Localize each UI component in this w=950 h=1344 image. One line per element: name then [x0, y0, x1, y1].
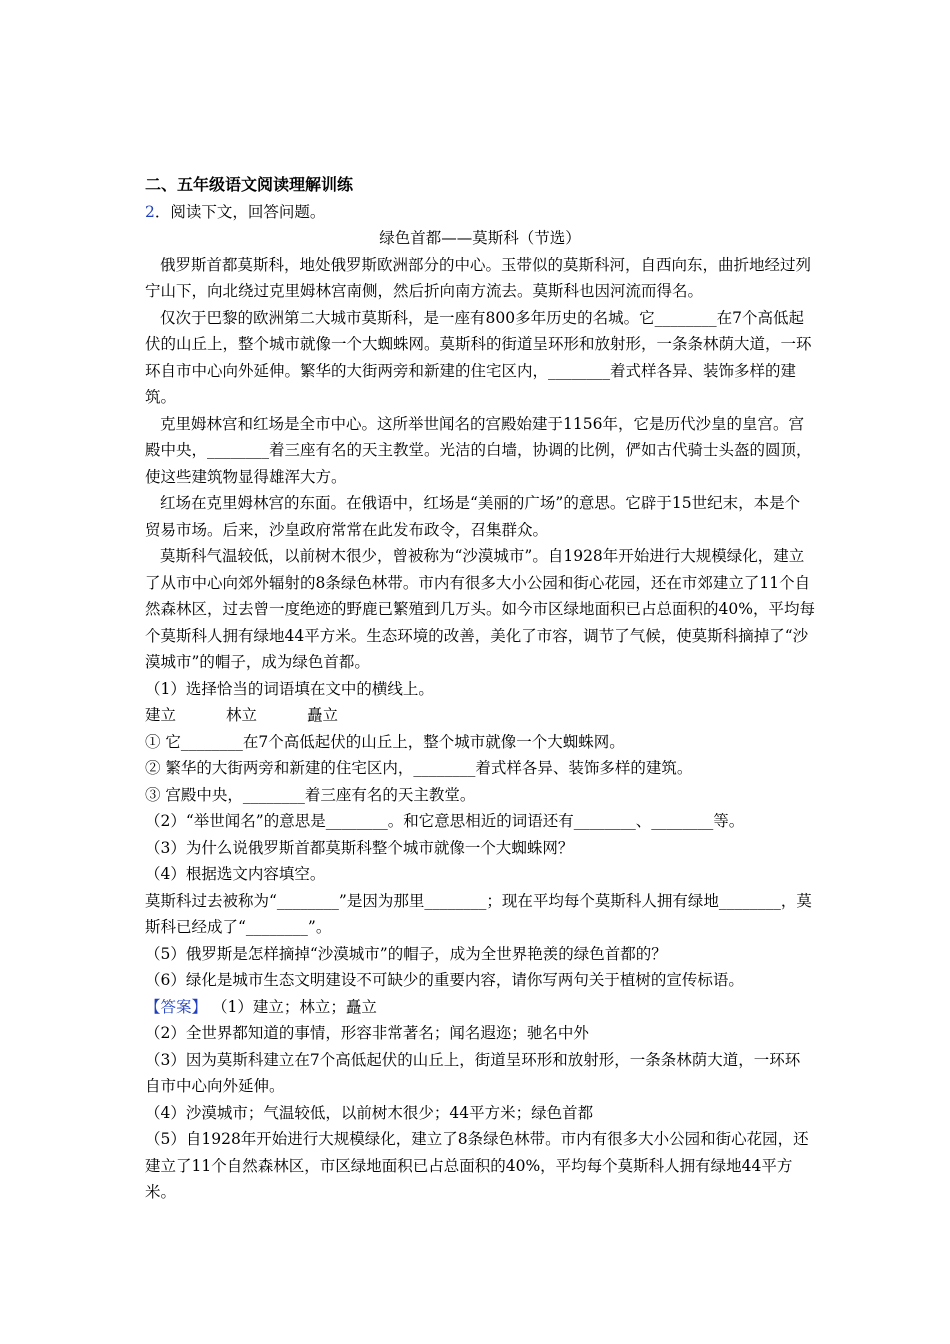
article-paragraph: 莫斯科气温较低，以前树木很少，曾被称为“沙漠城市”。自1928年开始进行大规模绿化，建立了从市中心向郊外辐射的8条绿色林带。市内有很多大小公园和街心花园，还在市郊建立了11个自然森林区，过去曾一度绝迹的野鹿已繁殖到几万头。如今市区绿地面积已占总面积的40%，平均每个莫斯科人拥有绿地44平方米。生态环境的改善，美化了市容，调节了气候，使莫斯科摘掉了“沙漠城市”的帽子，成为绿色首都。 — [145, 547, 815, 671]
question-instruction: ．阅读下文，回答问题。 — [154, 202, 326, 221]
answer-5: （5）自1928年开始进行大规模绿化，建立了8条绿色林带。市内有很多大小公园和街心花园，还建立了11个自然森林区，市区绿地面积已占总面积的40%，平均每个莫斯科人拥有绿地44平方米。 — [145, 1130, 809, 1201]
answer-2: （2）全世界都知道的事情，形容非常著名；闻名遐迩；驰名中外 — [145, 1024, 589, 1042]
question-intro — [145, 199, 815, 226]
word-options — [145, 702, 815, 729]
question-3: （3）为什么说俄罗斯首都莫斯科整个城市就像一个大蜘蛛网？ — [145, 838, 574, 857]
question-4: （4）根据选文内容填空。 — [145, 865, 326, 883]
answer-tag: 【答案】 — [145, 997, 208, 1016]
section-title: 二、五年级语文阅读理解训练 — [145, 175, 354, 194]
answer-3: （3）因为莫斯科建立在7个高低起伏的山丘上，街道呈环形和放射形，一条条林荫大道，一环环自市中心向外延伸。 — [145, 1050, 801, 1095]
article-paragraph: 克里姆林宫和红场是全市中心。这所举世闻名的宫殿始建于1156年，它是历代沙皇的皇宫。宫殿中央，________着三座有名的天主教堂。光洁的白墙，协调的比例，俨如古代骑士头盔的圆顶，使这些建筑物显得雄浑大方。 — [145, 414, 812, 486]
article-paragraph: 仅次于巴黎的欧洲第二大城市莫斯科，是一座有800多年历史的名城。它________在7个高低起伏的山丘上，整个城市就像一个大蜘蛛网。莫斯科的街道呈环形和放射形，一条条林荫大道，一环环自市中心向外延伸。繁华的大街两旁和新建的住宅区内，________着式样各异、装饰多样的建筑。 — [145, 308, 812, 406]
question-2: （2）“举世闻名”的意思是________。和它意思相近的词语还有________、________等。 — [145, 812, 745, 830]
article-title: 绿色首都——莫斯科（节选） — [379, 229, 581, 247]
question-1-item: ① 它________在7个高低起伏的山丘上，整个城市就像一个大蜘蛛网。 — [145, 732, 625, 751]
answer-1 — [145, 994, 815, 1021]
question-number: 2 — [145, 202, 155, 221]
question-5: （5）俄罗斯是怎样摘掉“沙漠城市”的帽子，成为全世界艳羡的绿色首都的？ — [145, 944, 667, 963]
article-paragraph: 红场在克里姆林宫的东面。在俄语中，红场是“美丽的广场”的意思。它辟于15世纪末，本是个贸易市场。后来，沙皇政府常常在此发布政令，召集群众。 — [145, 494, 801, 539]
question-1-item: ③ 宫殿中央，________着三座有名的天主教堂。 — [145, 785, 476, 804]
word-option: 林立 — [226, 706, 258, 724]
word-option: 建立 — [145, 706, 177, 724]
question-1-item: ② 繁华的大街两旁和新建的住宅区内，________着式样各异、装饰多样的建筑。 — [145, 759, 693, 777]
article-paragraph: 俄罗斯首都莫斯科，地处俄罗斯欧洲部分的中心。玉带似的莫斯科河，自西向东，曲折地经过列宁山下，向北绕过克里姆林宫南侧，然后折向南方流去。莫斯科也因河流而得名。 — [145, 255, 812, 300]
question-4-fill: 莫斯科过去被称为“________”是因为那里________；现在平均每个莫斯科人拥有绿地________，莫斯科已经成了“________”。 — [145, 891, 812, 936]
document-page — [145, 172, 815, 1206]
answer-4: （4）沙漠城市；气温较低，以前树木很少；44平方米；绿色首都 — [145, 1103, 594, 1122]
question-1: （1）选择恰当的词语填在文中的横线上。 — [145, 679, 434, 698]
answer-1-text: （1）建立；林立；矗立 — [211, 997, 377, 1016]
question-6: （6）绿化是城市生态文明建设不可缺少的重要内容，请你写两句关于植树的宣传标语。 — [145, 971, 744, 989]
word-option: 矗立 — [307, 706, 339, 724]
